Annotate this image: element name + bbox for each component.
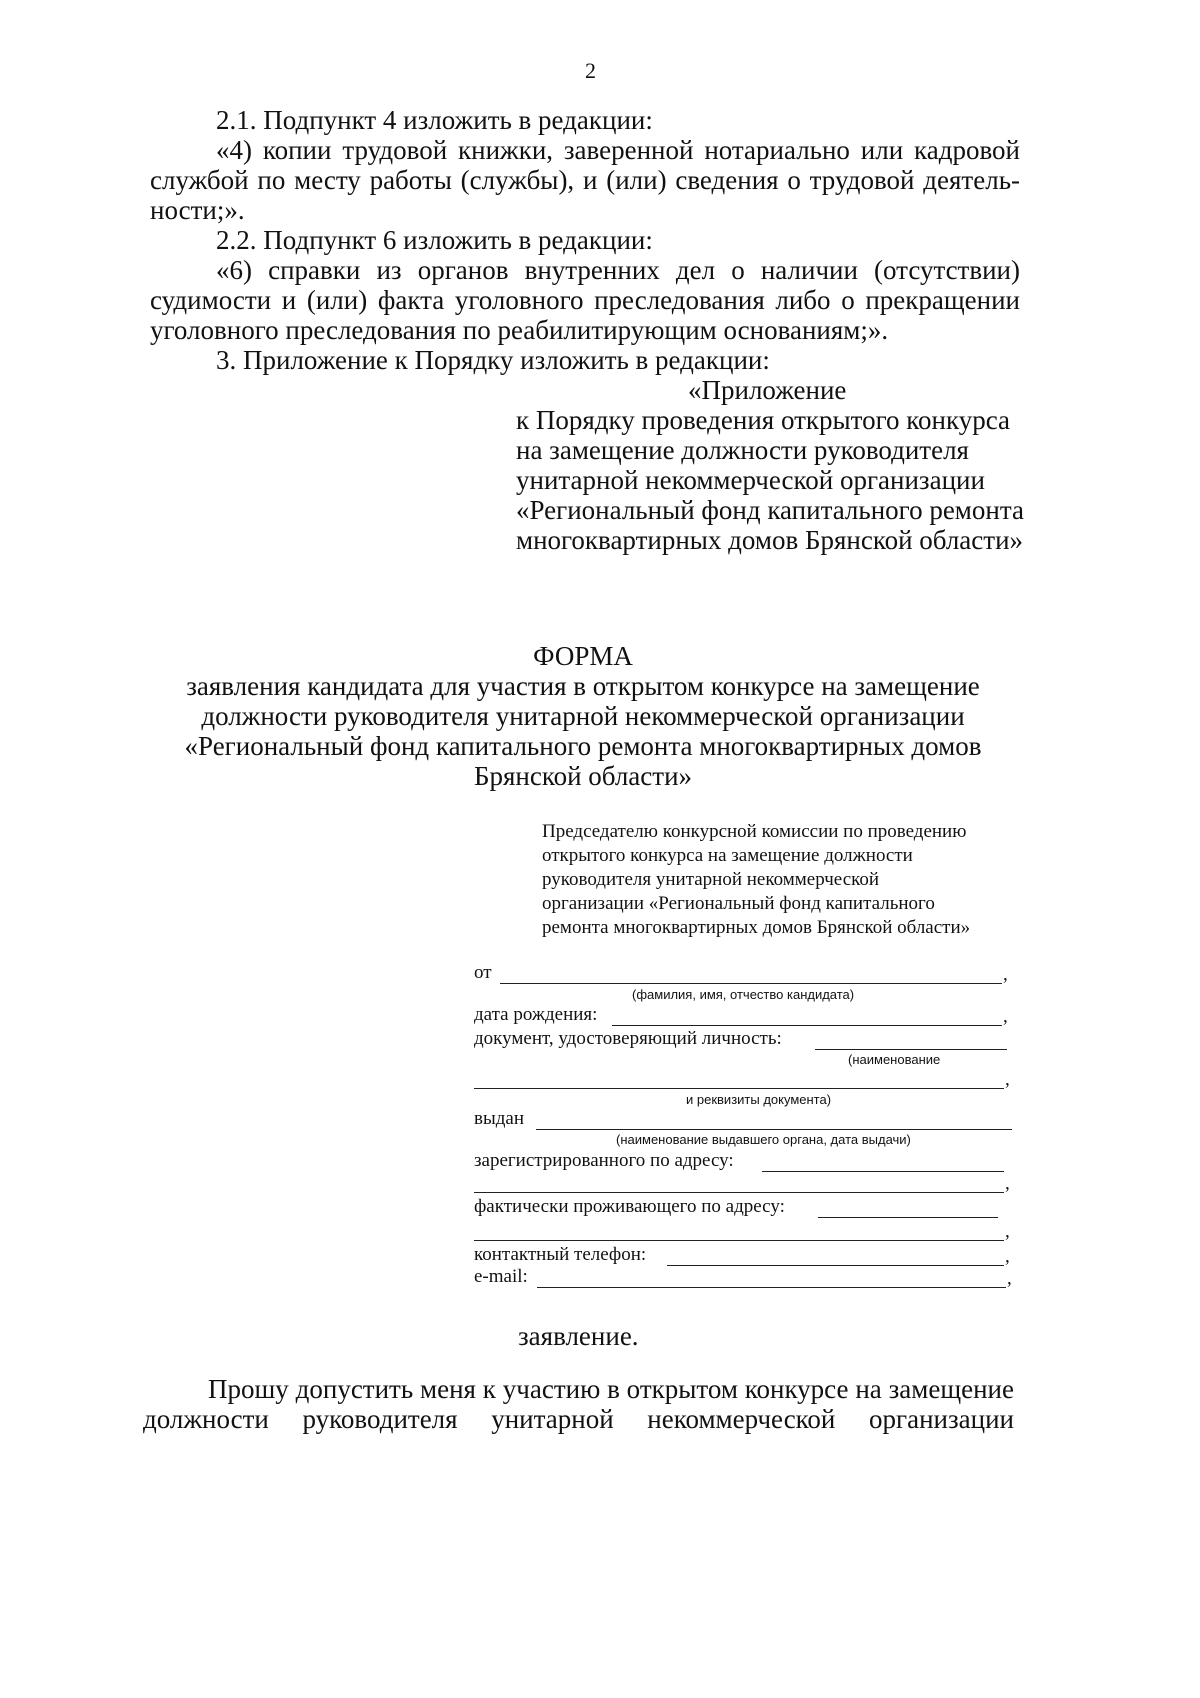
email-label: e-mail: (474, 1266, 528, 1287)
id-document-label: документ, удостоверяющий личность: (474, 1028, 782, 1049)
phone-field[interactable] (667, 1265, 1004, 1266)
registered-address-field[interactable] (762, 1171, 1004, 1172)
appendix-line3: на замещение должности руководителя (516, 435, 969, 465)
item-3-heading: 3. Приложение к Порядку изложить в редакции: (216, 345, 770, 375)
appendix-line5: «Региональный фонд капитального ремонта (516, 495, 1024, 525)
form-title: ФОРМА (533, 641, 633, 671)
form-subtitle-line4: Брянской области» (473, 761, 693, 791)
recipient-line4: организации «Региональный фонд капитального (542, 893, 935, 914)
registered-address-label: зарегистрированного по адресу: (474, 1150, 734, 1171)
id-document-hint2: и реквизиты документа) (686, 1092, 832, 1107)
item-2-2-text-line2: судимости и (или) факта уголовного преследования либо о прекращении (150, 285, 1020, 315)
recipient-line2: открытого конкурса на замещение должности (542, 845, 913, 866)
appendix-line2: к Порядку проведения открытого конкурса (516, 405, 1010, 435)
item-2-2-text-line1: «6) справки из органов внутренних дел о наличии (отсутствии) (216, 255, 1020, 285)
issued-by-field[interactable] (536, 1129, 1012, 1130)
item-2-2-text-line3: уголовного преследования по реабилитирующим основаниям;». (150, 315, 889, 345)
recipient-line3: руководителя унитарной некоммерческой (542, 869, 880, 890)
statement-line2: должности руководителя унитарной некоммерческой организации (143, 1404, 1014, 1434)
email-field[interactable] (537, 1287, 1006, 1288)
item-2-1-text-line3: ности;». (150, 195, 245, 225)
statement-heading: заявление. (518, 1321, 639, 1351)
item-2-1-heading: 2.1. Подпункт 4 изложить в редакции: (216, 105, 653, 135)
id-document-details-field[interactable] (474, 1088, 1004, 1089)
birth-date-label: дата рождения: (474, 1004, 598, 1025)
form-subtitle-line1: заявления кандидата для участия в открытом конкурсе на замещение (186, 671, 980, 701)
item-2-1-text-line1: «4) копии трудовой книжки, заверенной нотариально или кадровой (216, 135, 1020, 165)
actual-address-field-line2[interactable] (474, 1240, 1004, 1241)
id-document-hint1: (наименование (848, 1052, 941, 1067)
id-document-field[interactable] (815, 1049, 1007, 1050)
item-2-2-heading: 2.2. Подпункт 6 изложить в редакции: (216, 225, 653, 255)
actual-address-label: фактически проживающего по адресу: (474, 1196, 785, 1217)
phone-label: контактный телефон: (474, 1244, 647, 1265)
birth-date-field[interactable] (612, 1025, 1002, 1026)
actual-address-comma: , (1005, 1221, 1010, 1242)
form-subtitle-line3: «Региональный фонд капитального ремонта многоквартирных домов (184, 731, 982, 761)
birth-date-comma: , (1003, 1006, 1008, 1027)
id-document-comma: , (1005, 1069, 1010, 1090)
appendix-line4: унитарной некоммерческой организации (516, 465, 985, 495)
email-comma: , (1007, 1268, 1012, 1289)
recipient-line1: Председателю конкурсной комиссии по проведению (542, 821, 967, 842)
statement-line1: Прошу допустить меня к участию в открытом конкурсе на замещение (208, 1374, 1014, 1404)
registered-address-comma: , (1005, 1173, 1010, 1194)
form-subtitle-line2: должности руководителя унитарной некоммерческой организации (201, 701, 965, 731)
from-label: от (474, 962, 492, 983)
item-2-1-text-line2: службой по месту работы (службы), и (или) сведения о трудовой деятель- (150, 165, 1020, 195)
phone-comma: , (1005, 1246, 1010, 1267)
issued-by-label: выдан (474, 1108, 525, 1129)
actual-address-field[interactable] (818, 1217, 998, 1218)
from-field[interactable] (500, 983, 1002, 984)
from-comma: , (1003, 964, 1008, 985)
issued-by-hint: (наименование выдавшего органа, дата выдачи) (616, 1132, 911, 1147)
from-hint: (фамилия, имя, отчество кандидата) (632, 987, 855, 1002)
registered-address-field-line2[interactable] (474, 1192, 1004, 1193)
recipient-line5: ремонта многоквартирных домов Брянской области» (542, 917, 971, 938)
appendix-line6: многоквартирных домов Брянской области» (516, 525, 1024, 555)
appendix-line1: «Приложение (688, 375, 847, 405)
page-number: 2 (585, 58, 596, 83)
